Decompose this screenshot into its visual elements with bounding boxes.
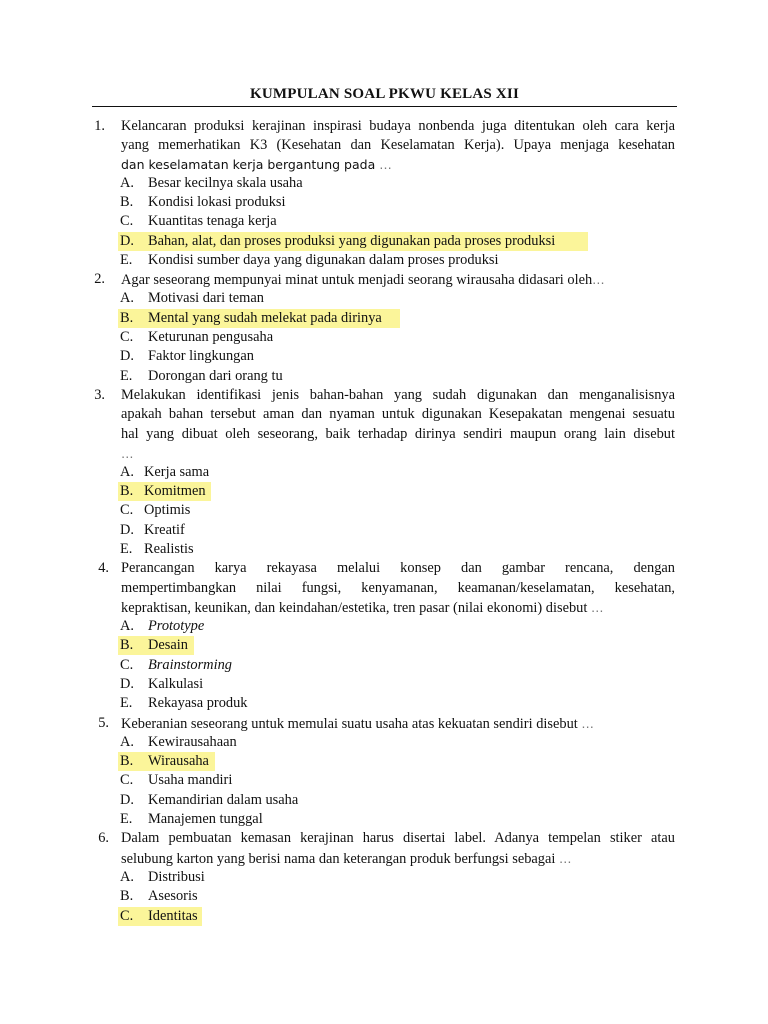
question-text-line: Keberanian seseorang untuk memulai suatu usaha atas kekuatan sendiri disebut …: [121, 716, 594, 732]
option-text: Rekayasa produk: [148, 695, 248, 711]
question-text-line: Agar seseorang mempunyai minat untuk menjadi seorang wirausaha didasari oleh…: [121, 272, 605, 288]
question-text-line: yang memerhatikan K3 (Kesehatan dan Keselamatan Kerja). Upaya menjaga kesehatan: [121, 137, 675, 153]
option-text: Dorongan dari orang tu: [148, 368, 283, 384]
question-ellipsis: …: [590, 600, 604, 615]
option-letter: E.: [120, 252, 133, 268]
question-ellipsis: …: [581, 716, 594, 731]
option-text-correct: Desain: [148, 637, 188, 653]
question-text-line: selubung karton yang berisi nama dan keterangan produk berfungsi sebagai …: [121, 851, 572, 867]
option-text-correct: Mental yang sudah melekat pada dirinya: [148, 310, 382, 326]
option-text: Kewirausahaan: [148, 734, 237, 750]
option-letter: E.: [120, 695, 133, 711]
option-letter: E.: [120, 541, 133, 557]
question-ellipsis: …: [592, 272, 605, 287]
question-number: 6.: [98, 830, 109, 846]
option-letter: A.: [120, 869, 134, 885]
option-letter: B.: [120, 483, 134, 499]
option-text: Brainstorming: [148, 657, 232, 673]
option-letter: C.: [120, 908, 134, 924]
option-text: Kreatif: [144, 522, 185, 538]
question-ellipsis: …: [379, 157, 392, 172]
question-text-line: hal yang dibuat oleh seseorang, baik terhadap dirinya sendiri maupun orang lain disebut: [121, 426, 675, 442]
option-letter: A.: [120, 734, 134, 750]
option-text: Kondisi sumber daya yang digunakan dalam proses produksi: [148, 252, 499, 268]
question-ellipsis: …: [121, 446, 134, 461]
option-text: Kuantitas tenaga kerja: [148, 213, 277, 229]
question-ellipsis: …: [559, 851, 572, 866]
option-text-correct: Bahan, alat, dan proses produksi yang digunakan pada proses produksi: [148, 233, 556, 249]
question-text-line: Dalam pembuatan kemasan kerajinan harus disertai label. Adanya tempelan stiker atau: [121, 830, 675, 846]
option-letter: B.: [120, 194, 134, 210]
option-text: Motivasi dari teman: [148, 290, 264, 306]
question-number: 2.: [94, 271, 105, 287]
option-letter: A.: [120, 175, 134, 191]
option-letter: B.: [120, 310, 134, 326]
option-text: Keturunan pengusaha: [148, 329, 274, 345]
option-letter: B.: [120, 637, 134, 653]
question-number: 4.: [98, 560, 109, 576]
question-number: 3.: [94, 387, 105, 403]
question-text-line: Perancangan karya rekayasa melalui konsep dan gambar rencana, dengan: [121, 560, 675, 576]
option-letter: B.: [120, 753, 134, 769]
option-letter: D.: [120, 233, 134, 249]
option-text: Besar kecilnya skala usaha: [148, 175, 303, 191]
option-letter: A.: [120, 618, 134, 634]
option-letter: C.: [120, 213, 134, 229]
option-letter: D.: [120, 792, 134, 808]
option-text: Kerja sama: [144, 464, 210, 480]
option-text: Kondisi lokasi produksi: [148, 194, 286, 210]
option-letter: B.: [120, 888, 134, 904]
option-letter: C.: [120, 772, 134, 788]
option-text: Kemandirian dalam usaha: [148, 792, 299, 808]
option-letter: C.: [120, 502, 134, 518]
option-letter: D.: [120, 676, 134, 692]
question-number: 5.: [98, 715, 109, 731]
question-text-line: Melakukan identifikasi jenis bahan-bahan yang sudah digunakan dan menganalisisnya: [121, 387, 675, 403]
question-text-line: apakah bahan tersebut aman dan nyaman untuk digunakan Kesepakatan mengenai sesuatu: [121, 406, 675, 422]
title-underline: [92, 106, 677, 107]
option-text-correct: Wirausaha: [148, 753, 209, 769]
option-text: Distribusi: [148, 869, 205, 885]
option-letter: A.: [120, 290, 134, 306]
option-text: Kalkulasi: [148, 676, 204, 692]
option-letter: C.: [120, 657, 134, 673]
option-text-correct: Identitas: [148, 908, 198, 924]
option-text: Realistis: [144, 541, 194, 557]
question-text-line: dan keselamatan kerja bergantung pada …: [121, 157, 392, 172]
option-letter: C.: [120, 329, 134, 345]
option-text: Manajemen tunggal: [148, 811, 263, 827]
document-title: KUMPULAN SOAL PKWU KELAS XII: [250, 86, 519, 102]
option-text: Asesoris: [148, 888, 198, 904]
question-text-line: kepraktisan, keunikan, dan keindahan/estetika, tren pasar (nilai ekonomi) disebut …: [121, 600, 604, 616]
option-letter: E.: [120, 368, 133, 384]
option-text: Optimis: [144, 502, 191, 518]
option-text: Faktor lingkungan: [148, 348, 254, 364]
option-text: Prototype: [148, 618, 205, 634]
question-text-line: Kelancaran produksi kerajinan inspirasi budaya nonbenda juga ditentukan oleh cara kerja: [121, 118, 675, 134]
question-text-line: mempertimbangkan nilai fungsi, kenyamanan, keamanan/keselamatan, kesehatan,: [121, 580, 675, 596]
option-letter: A.: [120, 464, 134, 480]
option-letter: D.: [120, 522, 134, 538]
option-letter: E.: [120, 811, 133, 827]
option-text-correct: Komitmen: [144, 483, 206, 499]
option-text: Usaha mandiri: [148, 772, 233, 788]
option-letter: D.: [120, 348, 134, 364]
question-number: 1.: [94, 118, 105, 134]
